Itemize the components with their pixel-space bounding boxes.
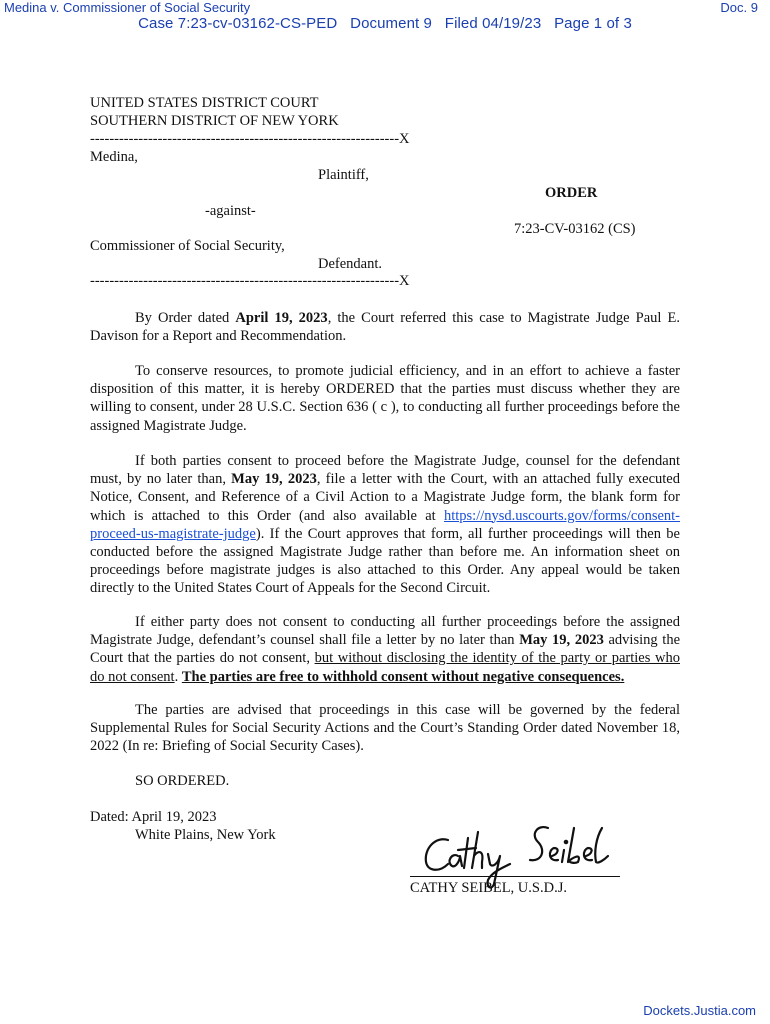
court-name-line2: SOUTHERN DISTRICT OF NEW YORK	[90, 113, 339, 129]
p4-text-a: If either party does not consent to conducting all further proceedings before the assigned Magistrate Judge, defendant’s counsel shall file a letter by no later than	[90, 614, 680, 649]
defendant-role: Defendant.	[318, 256, 383, 272]
case-title-header: Medina v. Commissioner of Social Security	[4, 0, 251, 15]
order-title: ORDER	[545, 185, 598, 201]
p1-text-c: , the Court referred this case to Magistrate Judge Paul E. Davison for a Report and Recommendation.	[90, 310, 680, 345]
plaintiff-role: Plaintiff,	[318, 167, 369, 183]
versus-label: -against-	[205, 203, 256, 219]
docket-number: 7:23-CV-03162 (CS)	[514, 221, 636, 237]
caption-divider-top: ----------------------------------------------------------------X	[90, 131, 410, 147]
p4-bold-underlined: The parties are free to withhold consent without negative consequences.	[181, 668, 625, 685]
court-name-line1: UNITED STATES DISTRICT COURT	[90, 95, 319, 111]
p3-text-c: , file a letter with the Court, with an attached fully executed Notice, Consent, and Reference of a Civil Action to a Magistrate Judge form, the blank form for which is attached to this Order (and also available at	[90, 471, 680, 524]
caption-divider-bottom: ----------------------------------------------------------------X	[90, 273, 410, 289]
signature-line	[410, 876, 620, 877]
source-footer[interactable]: Dockets.Justia.com	[643, 1003, 756, 1018]
case-filing-line: Case 7:23-cv-03162-CS-PED Document 9 Filed 04/19/23 Page 1 of 3	[138, 15, 632, 32]
p5-text: The parties are advised that proceedings in this case will be governed by the federal Supplemental Rules for Social Security Actions and the Court’s Standing Order dated November 18, 2022 (In re: Briefing of Social Security Cases).	[90, 702, 680, 755]
paragraph-consent-discussion	[90, 362, 680, 435]
signer-name: CATHY SEIBEL, U.S.D.J.	[410, 880, 567, 896]
paragraph-referral	[90, 309, 680, 345]
p2-text: To conserve resources, to promote judicial efficiency, and in an effort to achieve a faster disposition of this matter, it is hereby ORDERED that the parties must discuss whether they are willing to consent, under 28 U.S.C. Section 636 ( c ), to conducting all further proceedings before the assigned Magistrate Judge.	[90, 363, 680, 434]
consent-form-link[interactable]: https://nysd.uscourts.gov/forms/consent-proceed-us-magistrate-judge	[90, 507, 680, 542]
dated-line: Dated: April 19, 2023	[90, 809, 217, 825]
p3-deadline: May 19, 2023	[231, 471, 317, 488]
paragraph-no-consent	[90, 613, 680, 686]
place-line: White Plains, New York	[135, 827, 276, 843]
p1-date: April 19, 2023	[235, 310, 328, 326]
p1-text-a: By Order dated	[135, 310, 236, 326]
p4-text-c: advising the Court that the parties do not consent,	[90, 632, 681, 667]
p3-text-a: If both parties consent to proceed before the Magistrate Judge, counsel for the defendant must, by no later than,	[90, 453, 680, 488]
p4-text-d: .	[174, 668, 182, 685]
plaintiff-name: Medina,	[90, 149, 138, 165]
p3-text-d: ). If the Court approves that form, all further proceedings will then be conducted before the assigned Magistrate Judge rather than before me. An information sheet on proceedings before magistrate judges is also attached to this Order. Any appeal would be taken directly to the United States Court of Appeals for the Second Circuit.	[90, 525, 680, 597]
so-ordered: SO ORDERED.	[135, 773, 230, 789]
paragraph-governing-rules	[90, 701, 680, 756]
paragraph-consent-procedure	[90, 452, 680, 598]
defendant-name: Commissioner of Social Security,	[90, 238, 285, 254]
p4-deadline: May 19, 2023	[519, 632, 604, 649]
doc-number: Doc. 9	[720, 0, 758, 15]
p4-underlined: but without disclosing the identity of the party or parties who do not consent	[90, 650, 680, 685]
